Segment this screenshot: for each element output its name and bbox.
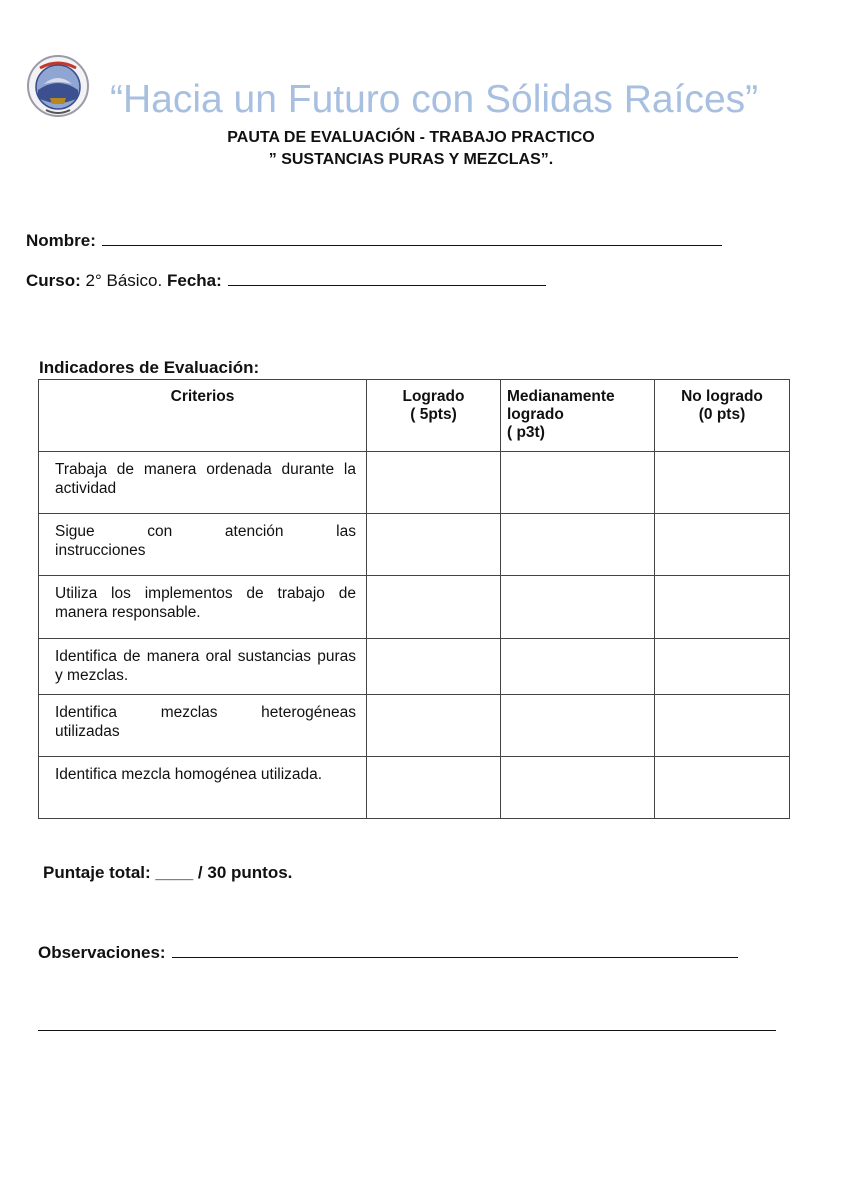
indicators-title: Indicadores de Evaluación: (39, 358, 260, 377)
table-row (39, 452, 790, 514)
table-row (39, 639, 790, 695)
observaciones-blank-line-2[interactable] (38, 1030, 776, 1031)
header-no-logrado: No logrado (0 pts) (655, 380, 790, 452)
document-subtitle: ” SUSTANCIAS PURAS Y MEZCLAS”. (268, 151, 554, 168)
observaciones-label: Observaciones: (38, 943, 166, 962)
score-cell-no-logrado[interactable] (655, 639, 790, 695)
score-cell-logrado[interactable] (367, 452, 501, 514)
score-cell-medianamente[interactable] (501, 576, 655, 639)
score-cell-medianamente[interactable] (501, 452, 655, 514)
score-cell-logrado[interactable] (367, 639, 501, 695)
score-cell-medianamente[interactable] (501, 695, 655, 757)
score-cell-medianamente[interactable] (501, 639, 655, 695)
score-cell-logrado[interactable] (367, 695, 501, 757)
fecha-blank[interactable] (228, 271, 546, 286)
school-crest-logo (26, 54, 90, 118)
score-cell-no-logrado[interactable] (655, 695, 790, 757)
criterion-cell: Identifica mezcla homogénea utilizada. (39, 757, 367, 819)
fecha-label: Fecha: (166, 271, 222, 290)
score-cell-logrado[interactable] (367, 514, 501, 576)
criterion-cell: Sigue con atención las instrucciones (39, 514, 367, 576)
score-cell-no-logrado[interactable] (655, 514, 790, 576)
score-cell-medianamente[interactable] (501, 514, 655, 576)
header-criterios: Criterios (39, 380, 367, 452)
score-cell-no-logrado[interactable] (655, 576, 790, 639)
criterion-cell: Identifica mezclas heterogéneas utilizadas (39, 695, 367, 757)
table-header-row (39, 380, 790, 452)
table-row (39, 514, 790, 576)
score-cell-no-logrado[interactable] (655, 757, 790, 819)
score-cell-logrado[interactable] (367, 757, 501, 819)
score-cell-no-logrado[interactable] (655, 452, 790, 514)
criterion-cell: Trabaja de manera ordenada durante la actividad (39, 452, 367, 514)
criterion-cell: Identifica de manera oral sustancias puras y mezclas. (39, 639, 367, 695)
school-motto: “Hacia un Futuro con Sólidas Raíces” (110, 78, 759, 121)
nombre-field (26, 231, 722, 251)
observaciones-field (38, 943, 738, 963)
table-row (39, 695, 790, 757)
total-score: Puntaje total: ____ / 30 puntos. (43, 863, 293, 882)
score-cell-medianamente[interactable] (501, 757, 655, 819)
observaciones-blank[interactable] (172, 943, 738, 958)
score-cell-logrado[interactable] (367, 576, 501, 639)
curso-label: Curso: (26, 271, 81, 290)
criterion-cell: Utiliza los implementos de trabajo de manera responsable. (39, 576, 367, 639)
curso-value: 2° Básico. (85, 271, 163, 290)
header-logrado: Logrado ( 5pts) (367, 380, 501, 452)
evaluation-table (38, 379, 790, 819)
table-row (39, 576, 790, 639)
table-row (39, 757, 790, 819)
header-medianamente-logrado: Medianamente logrado ( p3t) (501, 380, 655, 452)
nombre-label: Nombre: (26, 231, 96, 250)
document-title: PAUTA DE EVALUACIÓN - TRABAJO PRACTICO (227, 129, 595, 146)
curso-field (26, 271, 546, 291)
nombre-blank[interactable] (102, 231, 722, 246)
